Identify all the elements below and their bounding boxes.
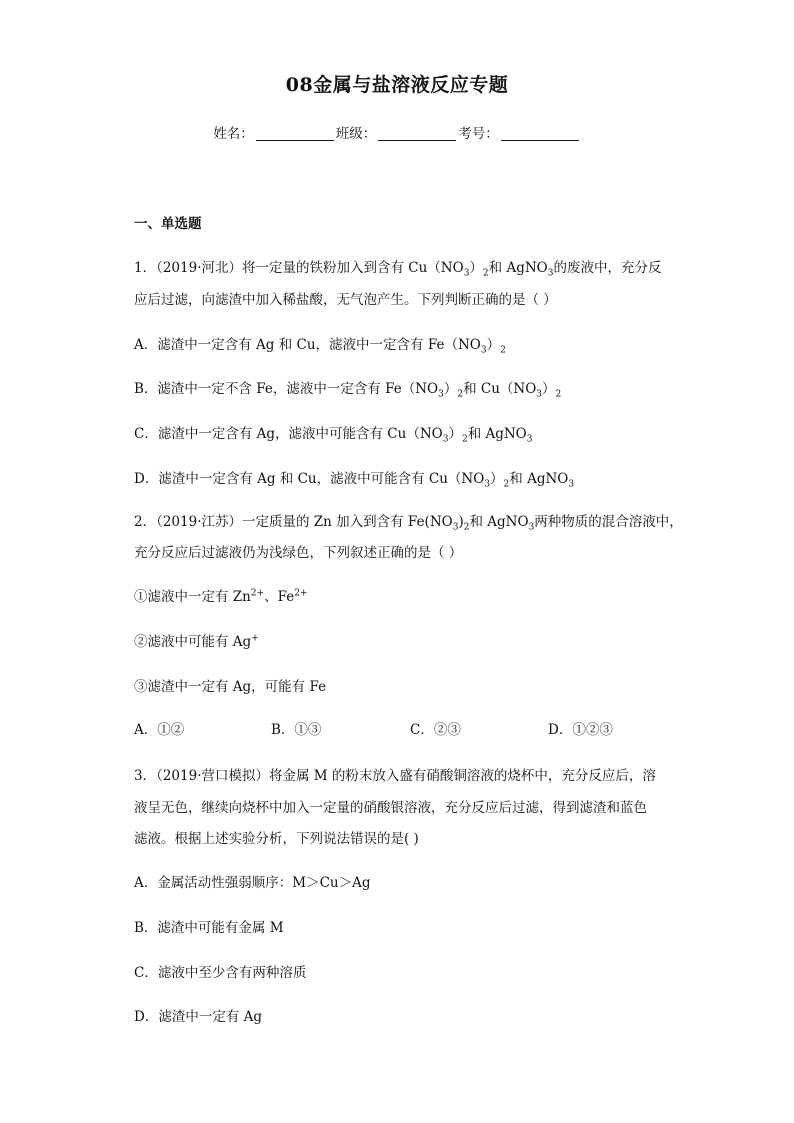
text: 、Fe (264, 589, 295, 605)
subscript: 2 (555, 389, 562, 400)
q3-stem-line-1: 3．（2019·营口模拟）将金属 M 的粉末放入盛有硝酸铜溶液的烧杯中，充分反应后，溶 (134, 768, 656, 784)
text: 和 AgNO (488, 260, 548, 276)
subscript: 3 (438, 389, 444, 400)
superscript: 2+ (294, 588, 308, 599)
subscript: 2 (503, 479, 510, 490)
q2-stem-line-2: 充分反应后过滤液仍为浅绿色，下列叙述正确的是（ ） (134, 545, 463, 561)
class-label: 班级： (335, 126, 377, 142)
text: A．滤渣中一定含有 Ag 和 Cu，滤液中一定含有 Fe（NO (134, 337, 481, 353)
q2-statement-1 (134, 585, 308, 605)
exam-number-label: 考号： (458, 126, 499, 142)
subscript: 2 (457, 389, 464, 400)
text: 和 AgNO (509, 471, 569, 487)
text: 和 AgNO (469, 514, 529, 530)
q1-option-c (134, 422, 533, 445)
q2-option-c: C．②③ (410, 722, 461, 738)
text: 和 Cu（NO (463, 381, 537, 397)
q1-stem-line-1 (134, 256, 662, 279)
q3-option-b: B．滤渣中可能有金属 M (134, 920, 284, 936)
text: ） (443, 381, 458, 397)
text: ） (448, 426, 462, 442)
subscript: 3 (526, 434, 533, 445)
text: ） (469, 260, 483, 276)
text: B．滤渣中一定不含 Fe，滤液中一定含有 Fe（NO (134, 381, 439, 397)
q2-option-a: A．①② (134, 722, 185, 738)
q3-stem-line-2: 液呈无色，继续向烧杯中加入一定量的硝酸银溶液，充分反应后过滤，得到滤渣和蓝色 (134, 800, 647, 816)
q1-option-d (134, 467, 575, 490)
text: ①滤液中一定有 Zn (134, 589, 251, 605)
name-blank[interactable] (256, 126, 334, 141)
subscript: 2 (482, 268, 489, 279)
subscript: 2 (461, 434, 468, 445)
subscript: 3 (480, 345, 487, 356)
text: 和 AgNO (467, 426, 527, 442)
class-blank[interactable] (378, 126, 456, 141)
subscript: 2 (500, 345, 506, 356)
subscript: 2 (463, 522, 470, 533)
text: ） (542, 381, 556, 397)
section-heading: 一、单选题 (134, 216, 202, 232)
name-label: 姓名： (213, 126, 254, 142)
text: 两种物质的混合溶液中， (534, 514, 683, 530)
text: D．滤渣中一定含有 Ag 和 Cu，滤液中可能含有 Cu（NO (134, 471, 485, 487)
text: ) (458, 514, 464, 530)
text: ） (486, 337, 501, 353)
q3-option-d: D．滤渣中一定有 Ag (134, 1009, 263, 1025)
subscript: 3 (536, 389, 543, 400)
q2-stem-line-1 (134, 510, 683, 533)
student-info-line (0, 122, 794, 142)
exam-number-blank[interactable] (501, 126, 579, 141)
text: 的废液中，充分反 (553, 260, 662, 276)
text: ） (490, 471, 504, 487)
superscript: + (251, 633, 259, 644)
text: 1．（2019·河北）将一定量的铁粉加入到含有 Cu（NO (134, 260, 464, 276)
q2-statement-3: ③滤渣中一定有 Ag，可能有 Fe (134, 679, 327, 695)
subscript: 3 (452, 522, 459, 533)
q1-option-a (134, 333, 506, 356)
q3-option-a: A．金属活动性强弱顺序：M＞Cu＞Ag (134, 875, 371, 891)
q2-option-d: D．①②③ (548, 722, 613, 738)
text: ②滤液中可能有 Ag (134, 634, 252, 650)
q3-option-c: C．滤液中至少含有两种溶质 (134, 965, 307, 981)
subscript: 3 (442, 434, 449, 445)
subscript: 3 (547, 268, 554, 279)
q2-option-b: B．①③ (271, 722, 322, 738)
subscript: 3 (463, 268, 470, 279)
q1-stem-line-2: 应后过滤，向滤渣中加入稀盐酸，无气泡产生。下列判断正确的是（ ） (134, 292, 557, 308)
superscript: 2+ (250, 588, 265, 599)
q1-option-b (134, 377, 562, 400)
text: C．滤渣中一定含有 Ag，滤液中可能含有 Cu（NO (134, 426, 443, 442)
page-title: 08金属与盐溶液反应专题 (285, 74, 509, 96)
subscript: 3 (484, 479, 491, 490)
q3-stem-line-3: 滤液。根据上述实验分析，下列说法错误的是( ) (134, 831, 419, 847)
subscript: 3 (568, 479, 575, 490)
text: 2．（2019·江苏）一定质量的 Zn 加入到含有 Fe(NO (134, 514, 453, 530)
q2-statement-2 (134, 630, 259, 650)
subscript: 3 (528, 522, 535, 533)
